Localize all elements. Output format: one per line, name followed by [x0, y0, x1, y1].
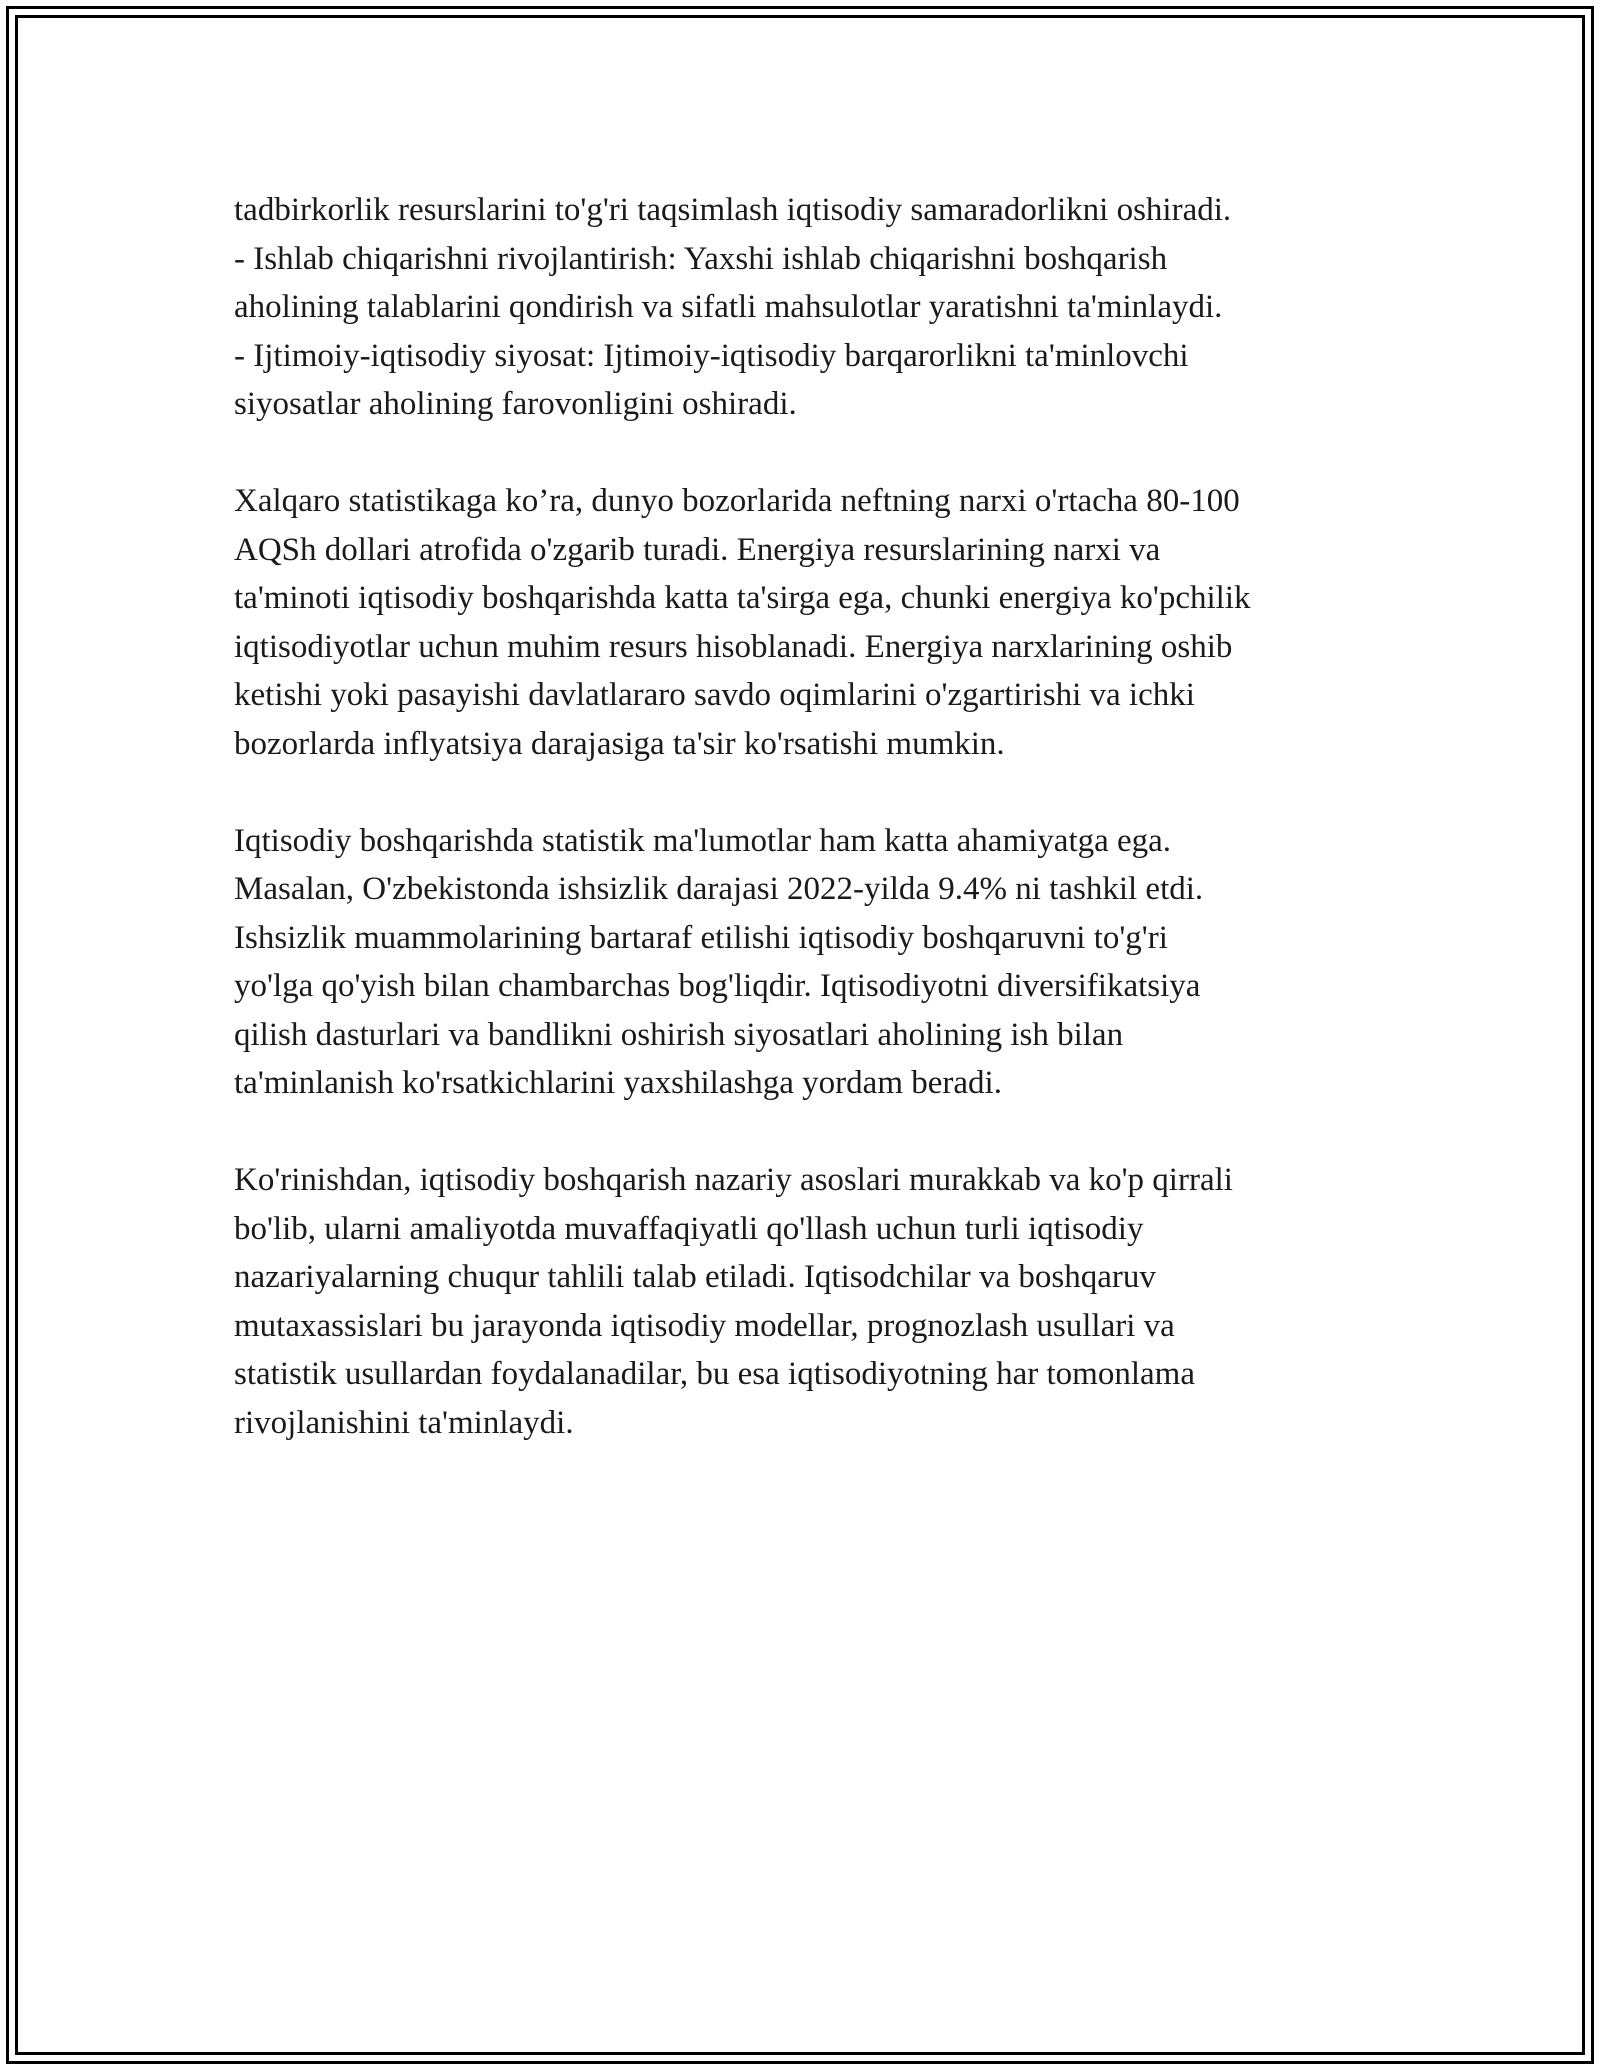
text-line: rivojlanishini ta'minlaydi.: [234, 1404, 574, 1441]
text-line: aholining talablarini qondirish va sifatli mahsulotlar yaratishni ta'minlaydi.: [234, 289, 1223, 325]
text-line: mutaxassislari bu jarayonda iqtisodiy modellar, prognozlash usullari va: [234, 1307, 1175, 1344]
text-line: Masalan, O'zbekistonda ishsizlik darajasi 2022-yilda 9.4% ni tashkil etdi.: [234, 871, 1204, 907]
text-line: Ishsizlik muammolarining bartaraf etilishi iqtisodiy boshqaruvni to'g'ri: [234, 919, 1168, 956]
text-line: ta'minlanish ko'rsatkichlarini yaxshilashga yordam beradi.: [234, 1065, 1002, 1101]
text-line: Ko'rinishdan, iqtisodiy boshqarish nazariy asoslari murakkab va ko'p qirrali: [234, 1162, 1233, 1198]
text-line: statistik usullardan foydalanadilar, bu esa iqtisodiyotning har tomonlama: [234, 1356, 1195, 1392]
text-line: Iqtisodiy boshqarishda statistik ma'lumotlar ham katta ahamiyatga ega.: [234, 822, 1172, 859]
text-line: Xalqaro statistikaga ko’ra, dunyo bozorlarida neftning narxi o'rtacha 80-100: [234, 483, 1240, 519]
text-line: nazariyalarning chuqur tahlili talab etiladi. Iqtisodchilar va boshqaruv: [234, 1259, 1156, 1295]
text-line: yo'lga qo'yish bilan chambarchas bog'liqdir. Iqtisodiyotni diversifikatsiya: [234, 968, 1201, 1004]
text-line: tadbirkorlik resurslarini to'g'ri taqsimlash iqtisodiy samaradorlikni oshiradi.: [234, 192, 1232, 228]
text-line: bo'lib, ularni amaliyotda muvaffaqiyatli qo'llash uchun turli iqtisodiy: [234, 1210, 1144, 1247]
paragraph-conclusion: [234, 1156, 1404, 1447]
text-line: siyosatlar aholining farovonligini oshiradi.: [234, 386, 797, 422]
text-line: ketishi yoki pasayishi davlatlararo savdo oqimlarini o'zgartirishi va ichki: [234, 677, 1195, 713]
text-line: ta'minoti iqtisodiy boshqarishda katta ta'sirga ega, chunki energiya ko'pchilik: [234, 580, 1251, 616]
paragraph-oil-prices: [234, 477, 1404, 768]
text-line: - Ishlab chiqarishni rivojlantirish: Yaxshi ishlab chiqarishni boshqarish: [234, 240, 1168, 277]
text-line: - Ijtimoiy-iqtisodiy siyosat: Ijtimoiy-iqtisodiy barqarorlikni ta'minlovchi: [234, 337, 1189, 374]
paragraph-unemployment-statistics: [234, 817, 1404, 1108]
paragraph-management-factors: [234, 186, 1404, 429]
text-line: bozorlarda inflyatsiya darajasiga ta'sir ko'rsatishi mumkin.: [234, 725, 1005, 762]
text-line: iqtisodiyotlar uchun muhim resurs hisoblanadi. Energiya narxlarining oshib: [234, 628, 1233, 665]
document-body: [234, 186, 1404, 1496]
text-line: qilish dasturlari va bandlikni oshirish siyosatlari aholining ish bilan: [234, 1016, 1124, 1053]
text-line: AQSh dollari atrofida o'zgarib turadi. Energiya resurslarining narxi va: [234, 531, 1161, 568]
